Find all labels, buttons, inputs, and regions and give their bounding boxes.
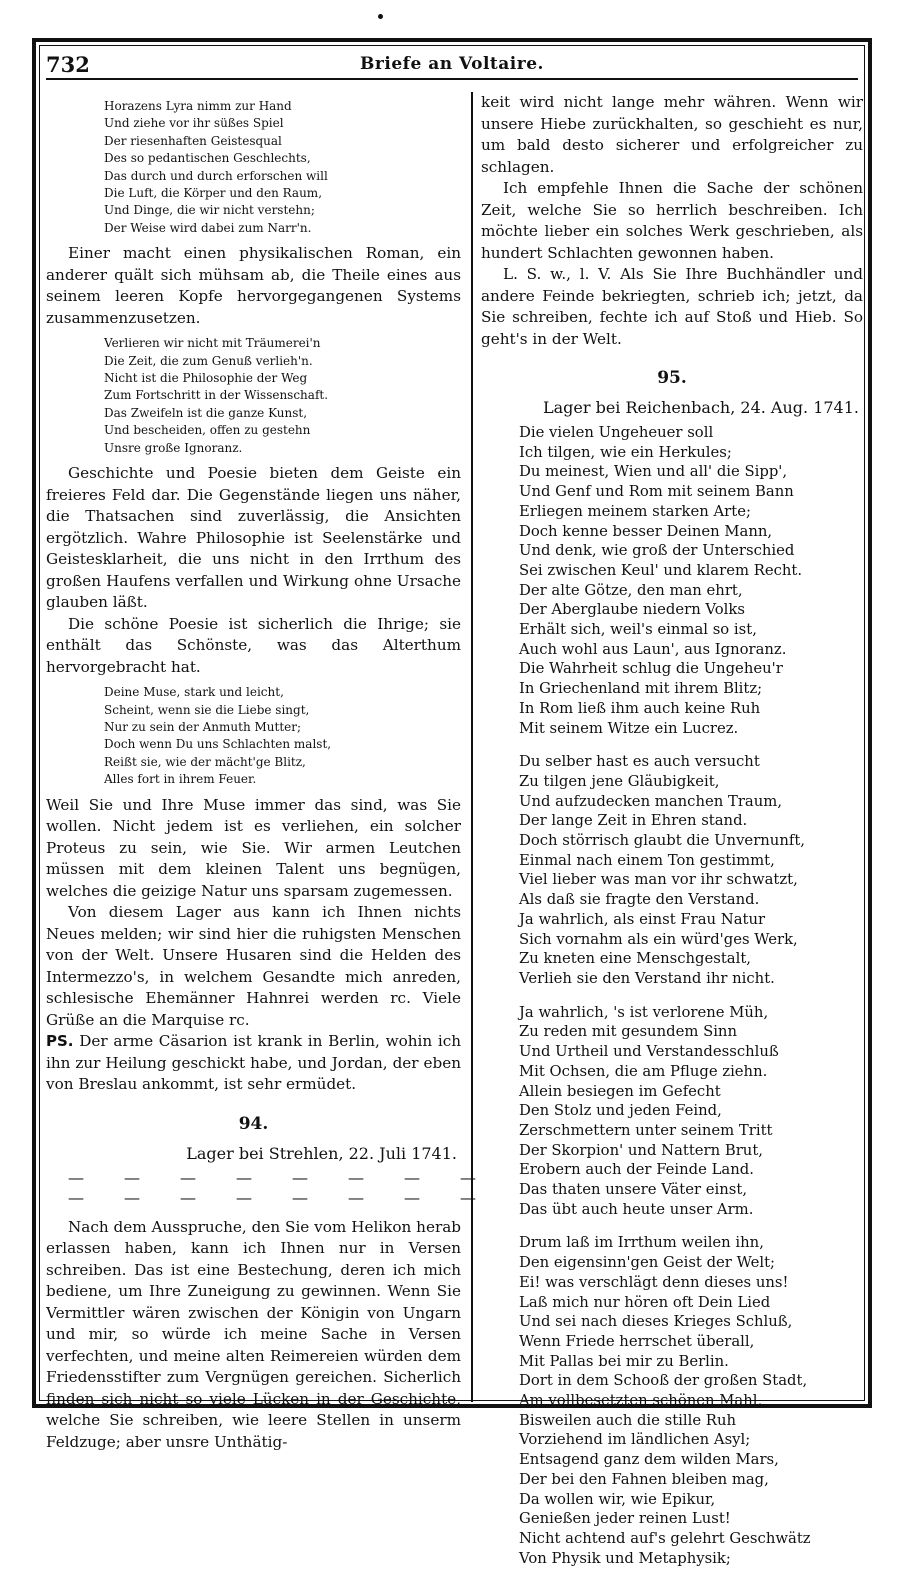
postscript xyxy=(46,1031,461,1096)
verse-line: Ich tilgen, wie ein Herkules; xyxy=(519,443,732,461)
paragraph: L. S. w., l. V. Als Sie Ihre Buchhändler und andere Feinde bekriegten, schrieb ich; jetzt, da Sie schreiben, fechte ich auf Stoß und Hieb. So geht's in der Welt. xyxy=(481,265,863,348)
verse-line: Sei zwischen Keul' und klarem Recht. xyxy=(519,561,803,579)
dash-mark: — xyxy=(404,1167,430,1187)
verse-line: Deine Muse, stark und leicht, xyxy=(104,685,284,700)
verse-block xyxy=(104,335,461,457)
verse-line: Von Physik und Metaphysik; xyxy=(519,1549,731,1567)
verse-line: Reißt sie, wie der mächt'ge Blitz, xyxy=(104,754,306,769)
verse-line: Der Aberglaube niedern Volks xyxy=(519,601,745,619)
verse-line: Drum laß im Irrthum weilen ihn, xyxy=(519,1234,764,1252)
dash-mark: — xyxy=(68,1187,94,1207)
verse-line: Den Stolz und jeden Feind, xyxy=(519,1102,722,1120)
page-header xyxy=(46,50,858,80)
paragraph: Einer macht einen physikalischen Roman, ein anderer quält sich mühsam ab, die Theile eines aus seinem leeren Kopfe hervorgegangenen Systems zusammenzusetzen. xyxy=(46,244,461,327)
verse-line: Alles fort in ihrem Feuer. xyxy=(104,772,257,787)
paragraph: Die schöne Poesie ist sicherlich die Ihrige; sie enthält das Schönste, was das Alterthum hervorgebracht hat. xyxy=(46,614,461,676)
stanza xyxy=(519,752,863,988)
verse-line: Das durch und durch erforschen will xyxy=(104,168,328,183)
stanza xyxy=(519,1003,863,1220)
verse-line: Nicht achtend auf's gelehrt Geschwätz xyxy=(519,1529,811,1547)
verse-line: Unsre große Ignoranz. xyxy=(104,440,243,455)
dash-mark: — xyxy=(124,1167,150,1187)
verse-block xyxy=(104,684,461,788)
verse-line: Ei! was verschlägt denn dieses uns! xyxy=(519,1273,789,1291)
verse-line: Und aufzudecken manchen Traum, xyxy=(519,792,783,810)
verse-line: Einmal nach einem Ton gestimmt, xyxy=(519,851,775,869)
verse-line: Doch störrisch glaubt die Unvernunft, xyxy=(519,832,805,850)
verse-line: Der lange Zeit in Ehren stand. xyxy=(519,812,748,830)
verse-line: Das thaten unsere Väter einst, xyxy=(519,1181,748,1199)
verse-line: Erhält sich, weil's einmal so ist, xyxy=(519,621,757,639)
paragraph: Nach dem Ausspruche, den Sie vom Helikon herab erlassen haben, kann ich Ihnen nur in Versen schreiben. Das ist eine Bestechung, deren ich mich bediene, um Ihre Zuneigung zu gewinnen. Wenn Sie Vermittler wären zwischen der Königin von Ungarn und mir, so würde ich meine Sache in Versen verfechten, und meine alten Reimereien würden dem Friedensstifter zum Vergnügen gereichen. Sicherlich finden sich nicht so viele Lücken in der Geschichte, welche Sie schreiben, wie leere Stellen in unserm Feldzuge; aber unsre Unthätig- xyxy=(46,1217,461,1451)
verse-line: Mit Pallas bei mir zu Berlin. xyxy=(519,1352,729,1370)
verse-line: Die Wahrheit schlug die Ungeheu'r xyxy=(519,660,783,678)
verse-line: Den eigensinn'gen Geist der Welt; xyxy=(519,1254,775,1272)
verse-line: Nicht ist die Philosophie der Weg xyxy=(104,371,308,386)
verse-line: Viel lieber was man vor ihr schwatzt, xyxy=(519,871,798,889)
paragraph: Ich empfehle Ihnen die Sache der schönen Zeit, welche Sie so herrlich beschreiben. Ich möchte lieber ein solches Werk geschrieben, als hundert Schlachten gewonnen haben. xyxy=(481,179,863,262)
verse-line: Zum Fortschritt in der Wissenschaft. xyxy=(104,388,329,403)
verse-line: Die Luft, die Körper und den Raum, xyxy=(104,186,323,201)
dash-row xyxy=(68,1187,486,1207)
verse-line: Zu tilgen jene Gläubigkeit, xyxy=(519,772,720,790)
verse-line: Horazens Lyra nimm zur Hand xyxy=(104,99,292,113)
paragraph: Geschichte und Poesie bieten dem Geiste ein freieres Feld dar. Die Gegenstände liegen uns näher, die Thatsachen sind zuverlässig, die Ansichten ergötzlich. Wahre Philosophie ist Seelenstärke und Geistesklarheit, die uns nicht in den Irrthum des großen Haufens verfallen und Wirkung ohne Ursache glauben läßt. xyxy=(46,464,461,612)
dash-row xyxy=(68,1167,486,1187)
verse-line: Und Genf und Rom mit seinem Bann xyxy=(519,483,794,501)
verse-line: Der alte Götze, den man ehrt, xyxy=(519,581,743,599)
verse-line: In Griechenland mit ihrem Blitz; xyxy=(519,680,763,698)
verse-line: Doch kenne besser Deinen Mann, xyxy=(519,522,773,540)
page-number: 732 xyxy=(46,52,90,77)
verse-line: Der Weise wird dabei zum Narr'n. xyxy=(104,220,312,235)
verse-line: Da wollen wir, wie Epikur, xyxy=(519,1490,716,1508)
verse-line: Ja wahrlich, 's ist verlorene Müh, xyxy=(519,1003,769,1021)
letter-number: 95. xyxy=(657,368,687,388)
verse-line: Genießen jeder reinen Lust! xyxy=(519,1510,731,1528)
dash-mark: — xyxy=(236,1167,262,1187)
verse-line: Ja wahrlich, als einst Frau Natur xyxy=(519,910,766,928)
verse-line: Die vielen Ungeheuer soll xyxy=(519,424,714,441)
verse-line: Mit seinem Witze ein Lucrez. xyxy=(519,719,739,737)
verse-line: Der bei den Fahnen bleiben mag, xyxy=(519,1470,769,1488)
verse-line: Zu reden mit gesundem Sinn xyxy=(519,1023,737,1041)
verse-line: Doch wenn Du uns Schlachten malst, xyxy=(104,737,332,752)
verse-line: Wenn Friede herrschet überall, xyxy=(519,1332,755,1350)
stanza xyxy=(519,423,863,738)
verse-line: In Rom ließ ihm auch keine Ruh xyxy=(519,699,761,717)
verse-line: Erobern auch der Feinde Land. xyxy=(519,1161,754,1179)
running-title: Briefe an Voltaire. xyxy=(360,54,544,74)
dash-mark: — xyxy=(68,1167,94,1187)
letter-number: 94. xyxy=(238,1113,269,1134)
verse-line: Des so pedantischen Geschlechts, xyxy=(104,151,311,166)
verse-line: Entsagend ganz dem wilden Mars, xyxy=(519,1451,779,1469)
dash-mark: — xyxy=(348,1167,374,1187)
verse-line: Und ziehe vor ihr süßes Spiel xyxy=(104,116,284,131)
verse-line: Mit Ochsen, die am Pfluge ziehn. xyxy=(519,1062,768,1080)
dash-mark: — xyxy=(124,1187,150,1207)
verse-line: Das übt auch heute unser Arm. xyxy=(519,1200,754,1218)
verse-line: Du selber hast es auch versucht xyxy=(519,753,760,771)
verse-line: Du meinest, Wien und all' die Sipp', xyxy=(519,463,788,481)
verse-line: Laß mich nur hören oft Dein Lied xyxy=(519,1293,771,1311)
page-frame xyxy=(32,38,872,1567)
right-column xyxy=(481,92,863,1582)
letter-dateline: Lager bei Reichenbach, 24. Aug. 1741. xyxy=(542,398,859,417)
verse-line: Allein besiegen im Gefecht xyxy=(519,1082,721,1100)
dash-mark: — xyxy=(236,1187,262,1207)
verse-line: Dort in dem Schooß der großen Stadt, xyxy=(519,1372,808,1390)
paragraph: keit wird nicht lange mehr währen. Wenn wir unsere Hiebe zurückhalten, so geschieht es nur, um bald desto sicherer und erfolgreicher zu schlagen. xyxy=(481,93,863,176)
stanza xyxy=(519,1233,863,1568)
verse-line: Auch wohl aus Laun', aus Ignoranz. xyxy=(519,640,787,658)
verse-line: Und Dinge, die wir nicht verstehn; xyxy=(104,203,315,218)
paragraph: Von diesem Lager aus kann ich Ihnen nichts Neues melden; wir sind hier die ruhigsten Menschen von der Welt. Unsere Husaren sind die Helden des Intermezzo's, in welchem Gesandte mich anreden, schlesische Ehemänner Hahnrei werden rc. Viele Grüße an die Marquise rc. xyxy=(46,903,461,1029)
verse-line: Und sei nach dieses Krieges Schluß, xyxy=(519,1313,793,1331)
verse-line: Verlieh sie den Verstand ihr nicht. xyxy=(519,969,775,987)
verse-line: Zerschmettern unter seinem Tritt xyxy=(519,1121,773,1139)
dash-mark: — xyxy=(404,1187,430,1207)
verse-line: Erliegen meinem starken Arte; xyxy=(519,502,751,520)
verse-line: Vorziehend im ländlichen Asyl; xyxy=(519,1431,751,1449)
dash-mark: — xyxy=(460,1187,486,1207)
verse-line: Verlieren wir nicht mit Träumerei'n xyxy=(104,336,321,351)
verse-line: Die Zeit, die zum Genuß verlieh'n. xyxy=(104,353,313,368)
postscript-text: Der arme Cäsarion ist krank in Berlin, wohin ich ihn zur Heilung geschickt habe, und Jordan, der eben von Breslau ankommt, ist sehr ermüdet. xyxy=(46,1032,461,1094)
letter-dateline: Lager bei Strehlen, 22. Juli 1741. xyxy=(186,1143,457,1163)
verse-line: Als daß sie fragte den Verstand. xyxy=(519,891,760,909)
dash-mark: — xyxy=(348,1187,374,1207)
poem xyxy=(519,423,863,1568)
verse-block xyxy=(104,98,461,237)
verse-line: Bisweilen auch die stille Ruh xyxy=(519,1411,737,1429)
dash-mark: — xyxy=(292,1167,318,1187)
dash-mark: — xyxy=(292,1187,318,1207)
dash-mark: — xyxy=(180,1167,206,1187)
verse-line: Und Urtheil und Verstandesschluß xyxy=(519,1043,779,1061)
verse-line: Und bescheiden, offen zu gestehn xyxy=(104,423,311,438)
left-column xyxy=(46,92,486,1453)
top-ink-dot xyxy=(378,14,383,19)
verse-line: Scheint, wenn sie die Liebe singt, xyxy=(104,702,310,717)
paragraph: Weil Sie und Ihre Muse immer das sind, was Sie wollen. Nicht jedem ist es verliehen, ein solcher Proteus zu sein, wie Sie. Wir armen Leutchen müssen mit dem kleinen Talent uns begnügen, welches die geizige Natur uns sparsam zugemessen. xyxy=(46,795,461,900)
dash-mark: — xyxy=(180,1187,206,1207)
verse-line: Das Zweifeln ist die ganze Kunst, xyxy=(104,405,308,420)
verse-line: Und denk, wie groß der Unterschied xyxy=(519,542,795,560)
dash-mark: — xyxy=(460,1167,486,1187)
verse-line: Nur zu sein der Anmuth Mutter; xyxy=(104,719,302,734)
verse-line: Am vollbesetzten schönen Mahl, xyxy=(519,1392,763,1410)
verse-line: Sich vornahm als ein würd'ges Werk, xyxy=(519,930,798,948)
postscript-label: PS. xyxy=(46,1032,74,1051)
verse-line: Zu kneten eine Menschgestalt, xyxy=(519,950,752,968)
verse-line: Der riesenhaften Geistesqual xyxy=(104,133,282,148)
verse-line: Der Skorpion' und Nattern Brut, xyxy=(519,1141,763,1159)
